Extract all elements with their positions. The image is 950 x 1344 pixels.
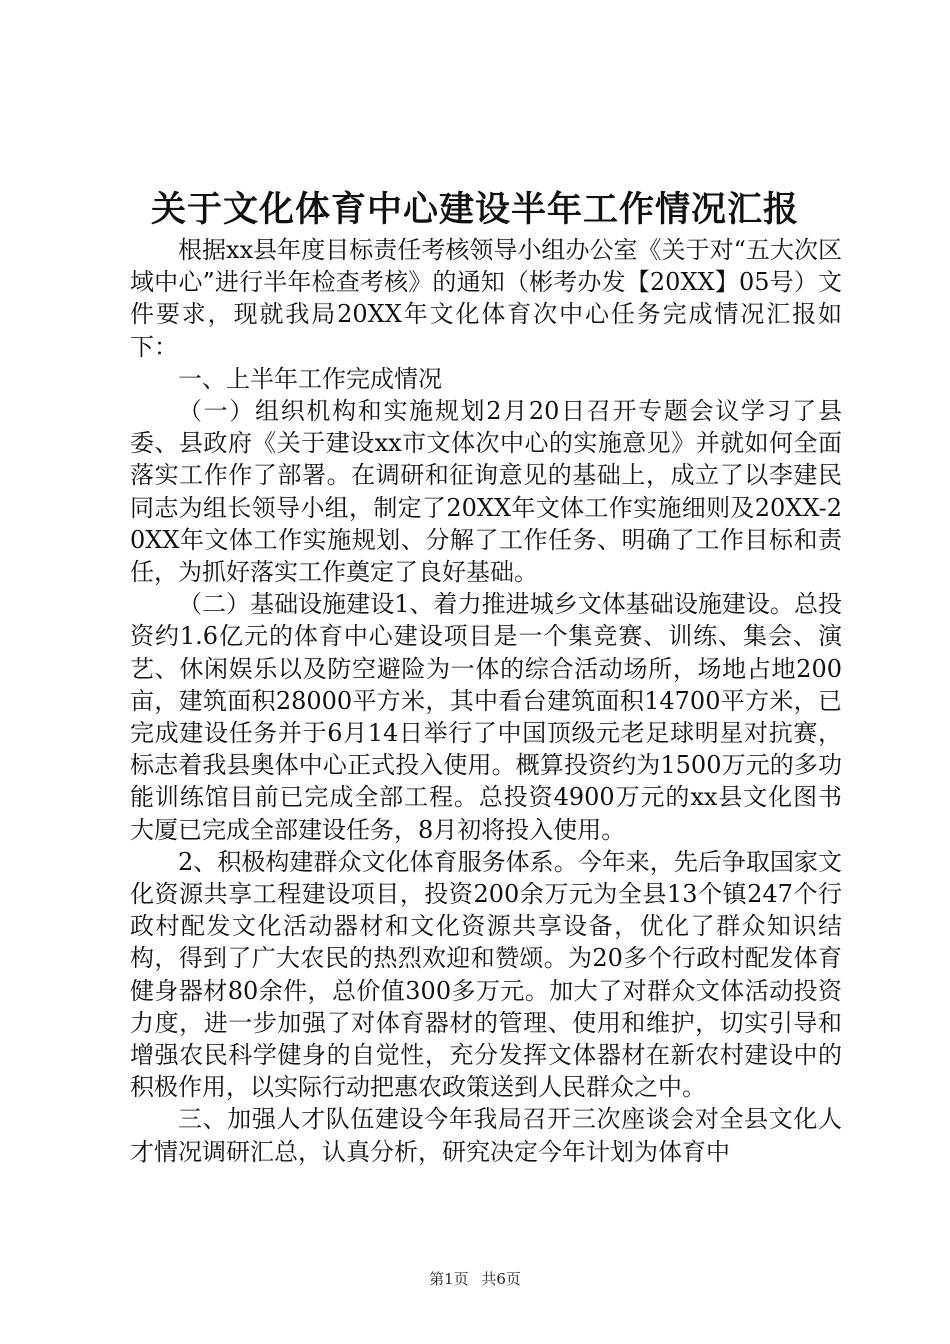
page-total: 共6页: [481, 1270, 521, 1288]
page-footer: [0, 1268, 950, 1289]
heading-section-1: 一、上半年工作完成情况: [178, 364, 442, 393]
paragraph-talent: 三、加强人才队伍建设今年我局召开三次座谈会对全县文化人才情况调研汇总，认真分析，研究决定今年计划为体育中: [130, 1105, 842, 1166]
paragraph-organization: （一）组织机构和实施规划2月20日召开专题会议学习了县委、县政府《关于建设xx市文体次中心的实施意见》并就如何全面落实工作作了部署。在调研和征询意见的基础上，成立了以李建民同志为组长领导小组，制定了20XX年文体工作实施细则及20XX-20XX年文体工作实施规划、分解了工作任务、明确了工作目标和责任，为抓好落实工作奠定了良好基础。: [130, 397, 842, 587]
paragraph-infrastructure: （二）基础设施建设1、着力推进城乡文体基础设施建设。总投资约1.6亿元的体育中心建设项目是一个集竞赛、训练、集会、演艺、休闲娱乐以及防空避险为一体的综合活动场所，场地占地200亩，建筑面积28000平方米，其中看台建筑面积14700平方米，已完成建设任务并于6月14日举行了中国顶级元老足球明星对抗赛，标志着我县奥体中心正式投入使用。概算投资约为1500万元的多功能训练馆目前已完成全部工程。总投资4900万元的xx县文化图书大厦已完成全部建设任务，8月初将投入使用。: [130, 590, 842, 844]
paragraph-service-system: 2、积极构建群众文化体育服务体系。今年来，先后争取国家文化资源共享工程建设项目，投资200余万元为全县13个镇247个行政村配发文化活动器材和文化资源共享设备，优化了群众知识结构，得到了广大农民的热烈欢迎和赞颂。为20多个行政村配发体育健身器材80余件，总价值300多万元。加大了对群众文体活动投资力度，进一步加强了对体育器材的管理、使用和维护，切实引导和增强农民科学健身的自觉性，充分发挥文体器材在新农村建设中的积极作用，以实际行动把惠农政策送到人民群众之中。: [130, 847, 842, 1102]
paragraph-intro: 根据xx县年度目标责任考核领导小组办公室《关于对“五大次区域中心”进行半年检查考核》的通知（彬考办发【20XX】05号）文件要求，现就我局20XX年文化体育次中心任务完成情况汇报如下：: [130, 236, 842, 361]
document-body: [130, 234, 842, 1168]
document-title: 关于文化体育中心建设半年工作情况汇报: [150, 189, 799, 230]
page-number: 第1页: [429, 1270, 469, 1288]
